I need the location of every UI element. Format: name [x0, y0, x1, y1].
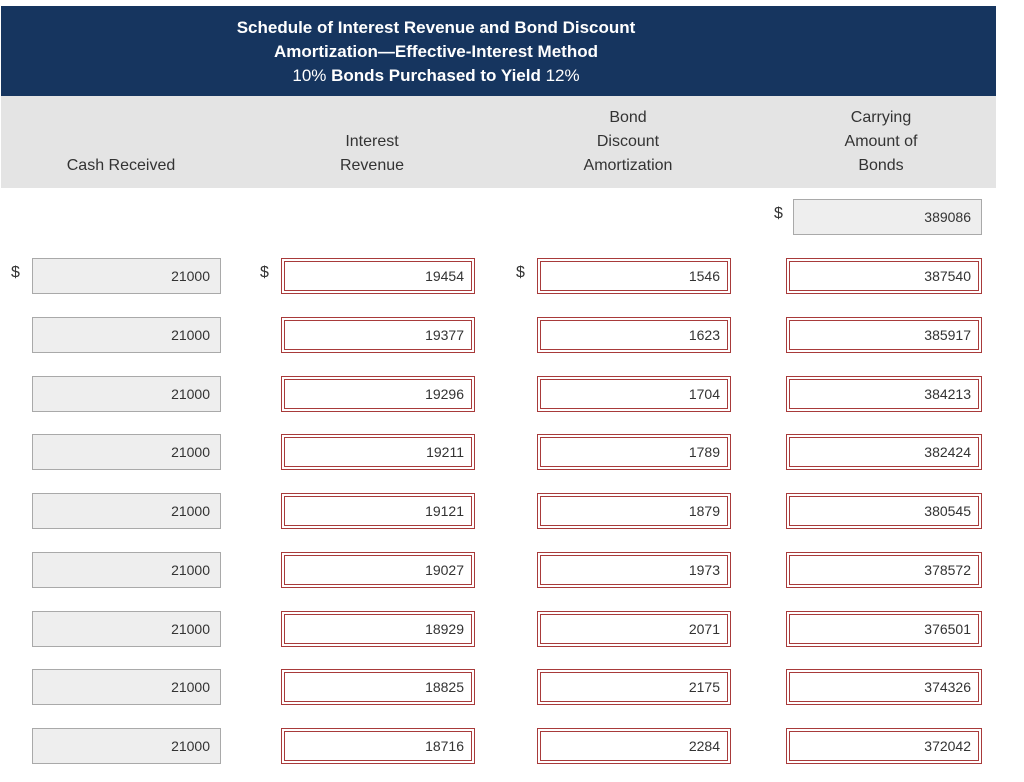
- initial-carrying-amount-field: [793, 199, 982, 235]
- cash-field-row-9: [32, 728, 221, 764]
- cash-field-row-2: [32, 317, 221, 353]
- carrying-value: 387540: [924, 268, 971, 284]
- cash-field-row-7: [32, 611, 221, 647]
- carrying-value: 385917: [924, 327, 971, 343]
- discount-field-row-4[interactable]: [537, 434, 731, 470]
- interest-value: 18716: [425, 738, 464, 754]
- initial-carrying-amount-value: 389086: [924, 209, 971, 225]
- discount-value: 1789: [688, 444, 720, 460]
- interest-value: 19454: [425, 268, 464, 284]
- column-header-band: [1, 96, 996, 188]
- interest-value: 19377: [425, 327, 464, 343]
- schedule-title-line-2: Amortization—Effective-Interest Method: [274, 42, 598, 61]
- yield-rate: 12%: [545, 66, 580, 85]
- schedule-title-line-3: [1, 66, 871, 86]
- carrying-field-row-3[interactable]: [786, 376, 982, 412]
- header-discount-line-3: Amortization: [583, 157, 673, 174]
- interest-field-row-6[interactable]: [281, 552, 475, 588]
- cash-value: 21000: [171, 268, 210, 284]
- interest-field-row-9[interactable]: [281, 728, 475, 764]
- header-discount-line-1: Bond: [609, 109, 647, 126]
- schedule-title-bar: [1, 6, 996, 96]
- coupon-rate: 10%: [292, 66, 327, 85]
- carrying-field-row-8[interactable]: [786, 669, 982, 705]
- schedule-title-line-1: Schedule of Interest Revenue and Bond Discount: [236, 18, 636, 37]
- discount-value: 2175: [688, 679, 720, 695]
- discount-field-row-9[interactable]: [537, 728, 731, 764]
- carrying-field-row-6[interactable]: [786, 552, 982, 588]
- discount-value: 2071: [688, 621, 720, 637]
- carrying-value: 374326: [924, 679, 971, 695]
- carrying-value: 376501: [924, 621, 971, 637]
- header-carrying-line-1: Carrying: [850, 109, 912, 126]
- interest-field-row-4[interactable]: [281, 434, 475, 470]
- carrying-field-row-7[interactable]: [786, 611, 982, 647]
- discount-field-row-8[interactable]: [537, 669, 731, 705]
- dollar-sign-initial-carrying: $: [774, 205, 783, 222]
- cash-value: 21000: [171, 562, 210, 578]
- header-cash-received-label: Cash Received: [66, 157, 176, 174]
- cash-value: 21000: [171, 679, 210, 695]
- cash-field-row-3: [32, 376, 221, 412]
- discount-value: 2284: [688, 738, 720, 754]
- header-interest-revenue: [272, 130, 472, 178]
- interest-value: 18825: [425, 679, 464, 695]
- discount-field-row-1[interactable]: [537, 258, 731, 294]
- carrying-field-row-1[interactable]: [786, 258, 982, 294]
- cash-value: 21000: [171, 327, 210, 343]
- cash-value: 21000: [171, 738, 210, 754]
- interest-field-row-5[interactable]: [281, 493, 475, 529]
- discount-value: 1879: [688, 503, 720, 519]
- interest-field-row-8[interactable]: [281, 669, 475, 705]
- interest-field-row-2[interactable]: [281, 317, 475, 353]
- dollar-sign-cash: $: [11, 264, 20, 281]
- carrying-value: 372042: [924, 738, 971, 754]
- interest-value: 18929: [425, 621, 464, 637]
- header-bond-discount-amortization: [528, 106, 728, 178]
- cash-value: 21000: [171, 386, 210, 402]
- header-discount-line-2: Discount: [596, 133, 660, 150]
- carrying-value: 380545: [924, 503, 971, 519]
- cash-value: 21000: [171, 503, 210, 519]
- discount-field-row-3[interactable]: [537, 376, 731, 412]
- discount-value: 1623: [688, 327, 720, 343]
- interest-value: 19027: [425, 562, 464, 578]
- header-carrying-line-3: Bonds: [858, 157, 904, 174]
- title-line-3-text: Bonds Purchased to Yield: [331, 66, 541, 85]
- cash-value: 21000: [171, 444, 210, 460]
- carrying-field-row-5[interactable]: [786, 493, 982, 529]
- discount-value: 1704: [688, 386, 720, 402]
- cash-value: 21000: [171, 621, 210, 637]
- carrying-field-row-9[interactable]: [786, 728, 982, 764]
- discount-field-row-6[interactable]: [537, 552, 731, 588]
- carrying-value: 378572: [924, 562, 971, 578]
- header-interest-line-2: Revenue: [339, 157, 405, 174]
- interest-field-row-3[interactable]: [281, 376, 475, 412]
- discount-field-row-2[interactable]: [537, 317, 731, 353]
- carrying-value: 382424: [924, 444, 971, 460]
- interest-value: 19296: [425, 386, 464, 402]
- discount-field-row-7[interactable]: [537, 611, 731, 647]
- discount-value: 1973: [688, 562, 720, 578]
- cash-field-row-4: [32, 434, 221, 470]
- cash-field-row-1: [32, 258, 221, 294]
- header-cash-received: [21, 154, 221, 178]
- header-carrying-line-2: Amount of: [844, 133, 918, 150]
- cash-field-row-6: [32, 552, 221, 588]
- interest-field-row-7[interactable]: [281, 611, 475, 647]
- carrying-field-row-2[interactable]: [786, 317, 982, 353]
- dollar-sign-discount: $: [516, 264, 525, 281]
- interest-value: 19121: [425, 503, 464, 519]
- interest-value: 19211: [426, 444, 464, 460]
- cash-field-row-5: [32, 493, 221, 529]
- discount-field-row-5[interactable]: [537, 493, 731, 529]
- dollar-sign-interest: $: [260, 264, 269, 281]
- header-interest-line-1: Interest: [345, 133, 399, 150]
- interest-field-row-1[interactable]: [281, 258, 475, 294]
- carrying-value: 384213: [924, 386, 971, 402]
- cash-field-row-8: [32, 669, 221, 705]
- header-carrying-amount: [781, 106, 981, 178]
- carrying-field-row-4[interactable]: [786, 434, 982, 470]
- discount-value: 1546: [688, 268, 720, 284]
